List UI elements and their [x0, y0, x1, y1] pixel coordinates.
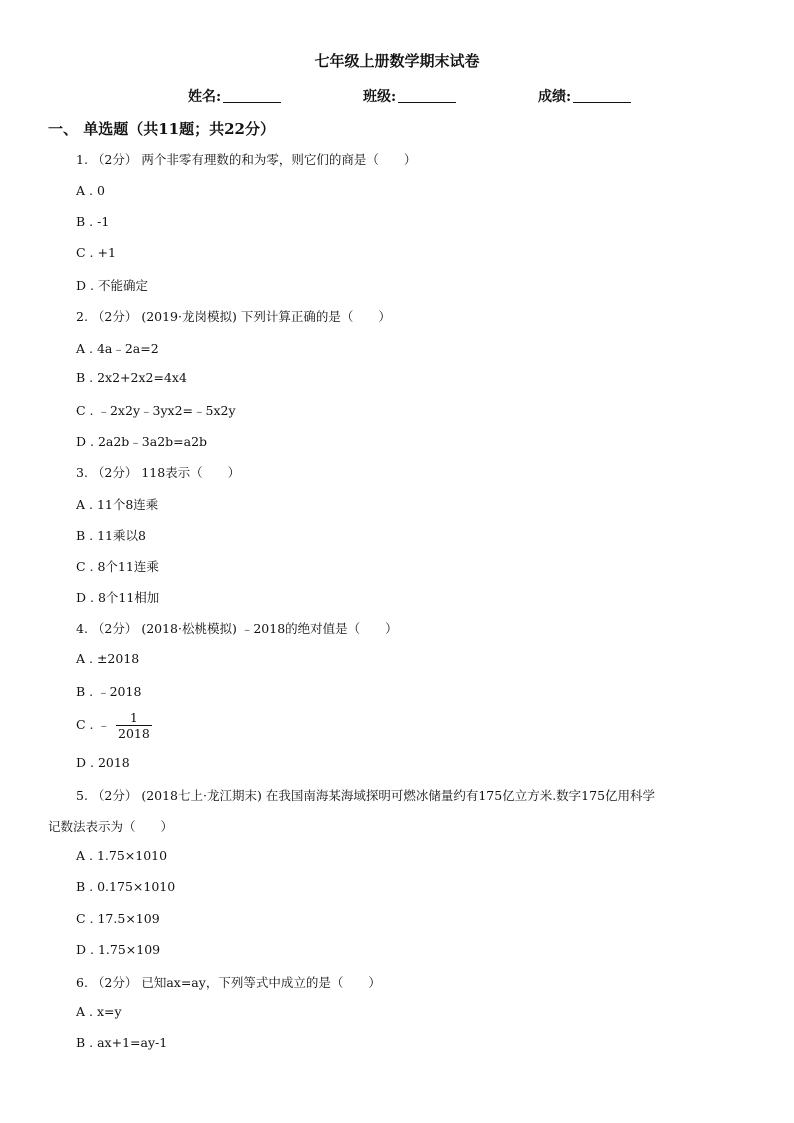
option: C . +1 — [76, 245, 116, 260]
option: B . 11乘以8 — [76, 528, 146, 543]
option: D . 2018 — [76, 755, 130, 770]
option: D . 2a2b﹣3a2b=a2b — [76, 434, 208, 449]
question-stem: 1. （2分） 两个非零有理数的和为零，则它们的商是（ ） — [76, 152, 417, 167]
question-stem: 5. （2分） (2018七上·龙江期末) 在我国南海某海域探明可燃冰储量约有175亿立方米.数字175亿用科学 — [76, 788, 656, 803]
score-field — [538, 86, 631, 106]
option: C . 17.5×109 — [76, 911, 160, 926]
question-stem: 6. （2分） 已知ax=ay，下列等式中成立的是（ ） — [76, 975, 381, 990]
name-label: 姓名: — [188, 89, 222, 105]
fraction-numerator: 1 — [116, 711, 152, 726]
option: D . 8个11相加 — [76, 590, 160, 605]
option: C . ﹣ — [76, 717, 110, 732]
page-title: 七年级上册数学期末试卷 — [314, 52, 480, 70]
fraction — [116, 711, 152, 740]
name-field — [188, 86, 281, 106]
option: C . 8个11连乘 — [76, 559, 159, 574]
option: D . 1.75×109 — [76, 942, 161, 957]
score-blank — [573, 88, 631, 103]
name-blank — [223, 88, 281, 103]
option: B . -1 — [76, 214, 110, 229]
option-with-fraction — [76, 711, 152, 740]
option: B . 2x2+2x2=4x4 — [76, 370, 187, 385]
option: D . 不能确定 — [76, 278, 148, 293]
score-label: 成绩: — [538, 89, 572, 105]
option: A . 4a﹣2a=2 — [76, 341, 159, 356]
class-field — [363, 86, 456, 106]
question-stem: 2. （2分） (2019·龙岗模拟) 下列计算正确的是（ ） — [76, 309, 391, 324]
option: A . ±2018 — [76, 651, 140, 666]
option: A . 0 — [76, 183, 105, 198]
question-stem: 4. （2分） (2018·松桃模拟) ﹣2018的绝对值是（ ） — [76, 621, 398, 636]
question-stem: 3. （2分） 118表示（ ） — [76, 465, 241, 480]
option: B . 0.175×1010 — [76, 879, 176, 894]
option: A . x=y — [76, 1004, 122, 1019]
option: B . ax+1=ay-1 — [76, 1035, 168, 1050]
option: B . ﹣2018 — [76, 684, 142, 699]
class-label: 班级: — [363, 89, 397, 105]
option: A . 1.75×1010 — [76, 848, 168, 863]
option: C . ﹣2x2y﹣3yx2=﹣5x2y — [76, 403, 236, 418]
fraction-denominator: 2018 — [118, 726, 150, 741]
section-heading: 一、 单选题（共11题；共22分） — [48, 120, 275, 138]
class-blank — [398, 88, 456, 103]
option: A . 11个8连乘 — [76, 497, 159, 512]
question-stem-continued: 记数法表示为（ ） — [48, 819, 174, 834]
